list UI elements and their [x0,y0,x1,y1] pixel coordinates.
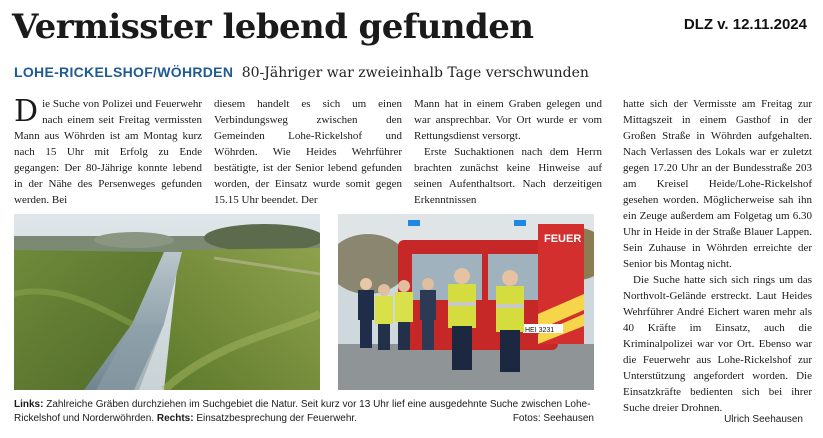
author-byline: Ulrich Seehausen [724,414,803,425]
caption-right-label: Rechts: [156,413,194,424]
article-column-1 [14,96,202,208]
truck-plate: HEI 3231 [525,327,555,334]
truck-lettering: FEUER [544,233,582,245]
kicker-subtitle: 80-Jähriger war zweieinhalb Tage verschwunden [241,65,589,81]
headline: Vermisster lebend gefunden [12,7,534,47]
col3-paragraph-1: Mann hat in einem Graben gelegen und war ansprechbar. Vor Ort wurde er vom Rettungsdienst versorgt. [414,98,602,142]
article-column-2 [214,96,402,208]
caption-right-text: Einsatzbesprechung der Feuerwehr. [196,413,357,424]
fire-brigade-image [338,214,594,390]
caption-left-text: Zahlreiche Gräben durchziehen im Suchgebiet die Natur. Seit kurz vor 13 Uhr lief eine ausgedehnte Suche zwischen Lohe-Rickelshof und Norderwöhrden. [14,399,591,424]
col4-paragraph-1: hatte sich der Vermisste am Freitag zur Mittagszeit in einem Gasthof in der Großen Straße in Wöhrden aufgehalten. Nach Verlassen des Lokals war er zuletzt gegen 17.20 Uhr an der Bundesstraße 203 am Kreisel Heide/Lohe-Rickelshof gesehen worden. Möglicherweise sah ihn ein Zeuge außerdem am Folgetag um 6.30 Uhr in Heide in der Straße Blauer Lappen. Sein Zuhause in Wöhrden erreichte der Senior bis Montag nicht. [623,98,812,270]
photo-caption [14,398,594,426]
kicker-place: LOHE-RICKELSHOF/WÖHRDEN [14,64,234,80]
kicker [14,64,589,81]
col3-paragraph-2: Erste Suchaktionen nach dem Herrn brachten zunächst keine Hinweise auf seinen Aufenthaltsort. Nach derzeitigen Erkenntnissen [414,146,602,206]
photo-credit: Fotos: Seehausen [512,413,594,424]
dropcap: D [14,94,39,129]
photo-fire-brigade-briefing [338,214,594,390]
article-column-3 [414,96,602,208]
col1-paragraph-1: ie Suche von Polizei und Feuerwehr nach einem seit Freitag vermissten Mann aus Wöhrden ist am Montag kurz nach 15 Uhr mit Erfolg zu Ende gegangen: Der 80-Jährige konnte lebend in der Nähe des Persenweges gefunden werden. Bei [14,98,202,206]
source-note: DLZ v. 12.11.2024 [683,16,807,33]
photo-ditch-landscape [14,214,320,390]
col4-paragraph-2: Die Suche hatte sich sich rings um das Northvolt-Gelände erstreckt. Laut Heides Wehrführer André Eichert waren mehr als 40 Kräfte im Einsatz, auch die Kriminalpolizei war vor Ort. Ebenso war die Feuerwehr aus Lohe-Rickelshof zur Unterstützung angefordert worden. Die Einsatzkräfte bedienten sich bei ihrer Suche dreier Drohnen. [623,274,812,414]
article-column-4 [623,96,812,416]
col2-paragraph-1: diesem handelt es sich um einen Verbindungsweg zwischen den Gemeinden Lohe-Rickelshof und Wöhrden. Wie Heides Wehrführer bestätigte, ist der Senior lebend gefunden worden, der Einsatz wurde somit gegen 15.15 Uhr beendet. Der [214,98,402,206]
ditch-landscape-image [14,214,320,390]
caption-left-label: Links: [14,399,44,410]
